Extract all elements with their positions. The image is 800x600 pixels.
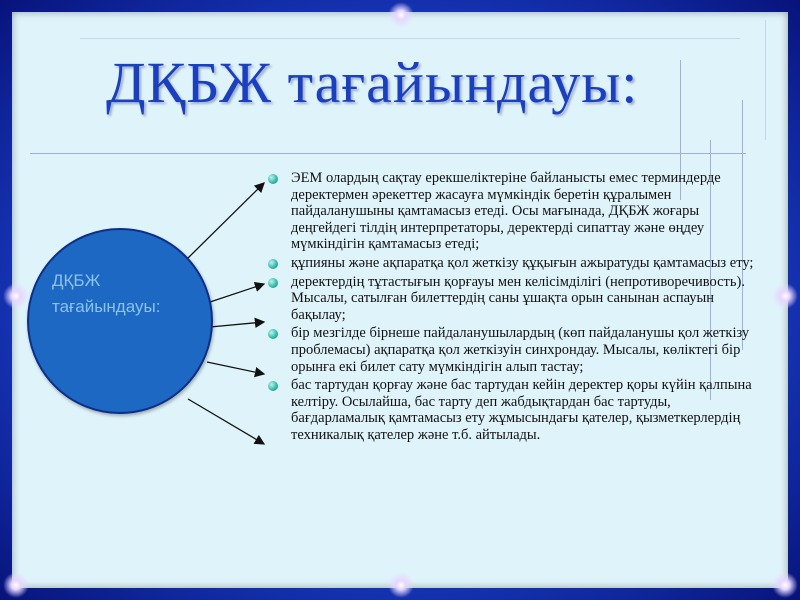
topic-circle — [27, 228, 213, 414]
bullet-icon — [268, 381, 278, 391]
bullet-icon — [268, 278, 278, 288]
list-item — [268, 325, 754, 375]
list-item-text: ЭЕМ олардың сақтау ерекшеліктеріне байланысты емес терминдерде деректермен әрекеттер жасауға мүмкіндік беретін құралымен пайдаланушыны қамтамасыз етеді. Осы мағынада, ДҚБЖ жоғары деңгейдегі тілдің интерпретаторы, деректерді сипаттау және өңдеу мүмкіндігін қамтамасыз етеді; — [291, 170, 721, 253]
list-item — [268, 255, 754, 272]
list-item — [268, 170, 754, 253]
slide-title: ДҚБЖ тағайындауы: — [106, 50, 639, 115]
list-item-text: құпияны және ақпаратқа қол жеткізу құқығын ажыратуды қамтамасыз ету; — [291, 254, 754, 271]
list-item — [268, 274, 754, 324]
bullet-icon — [268, 259, 278, 269]
arrow-4 — [207, 362, 264, 374]
arrow-1 — [188, 183, 264, 258]
arrow-3 — [210, 322, 264, 327]
list-item — [268, 377, 754, 443]
arrow-5 — [188, 399, 264, 444]
bullet-list — [268, 170, 754, 444]
circle-label: ДҚБЖ тағайындауы: — [52, 271, 161, 316]
arrow-2 — [210, 284, 264, 302]
bullet-icon — [268, 174, 278, 184]
list-item-text: бас тартудан қорғау және бас тартудан кейін деректер қоры күйін қалпына келтіру. Осылайша, бас тарту деп жабдықтардан бас тартуды, бағдарламалық қамтамасыз ету жұмысындағы қателер, қызметкерлердің техникалық қателер және т.б. айтылады. — [291, 377, 752, 443]
list-item-text: деректердің тұтастығын қорғауы мен келісімділігі (непротиворечивость). Мысалы, сатылған билеттердің саны ұшақта орын санынан аспауын бақылау; — [291, 273, 745, 323]
bullet-icon — [268, 329, 278, 339]
list-item-text: бір мезгілде бірнеше пайдаланушылардың (көп пайдаланушы қол жеткізу проблемасы) ақпаратқа қол жеткізуін синхрондау. Мысалы, көліктегі бір орынға екі билет сату мүмкіндігін алып тастау; — [291, 325, 750, 375]
